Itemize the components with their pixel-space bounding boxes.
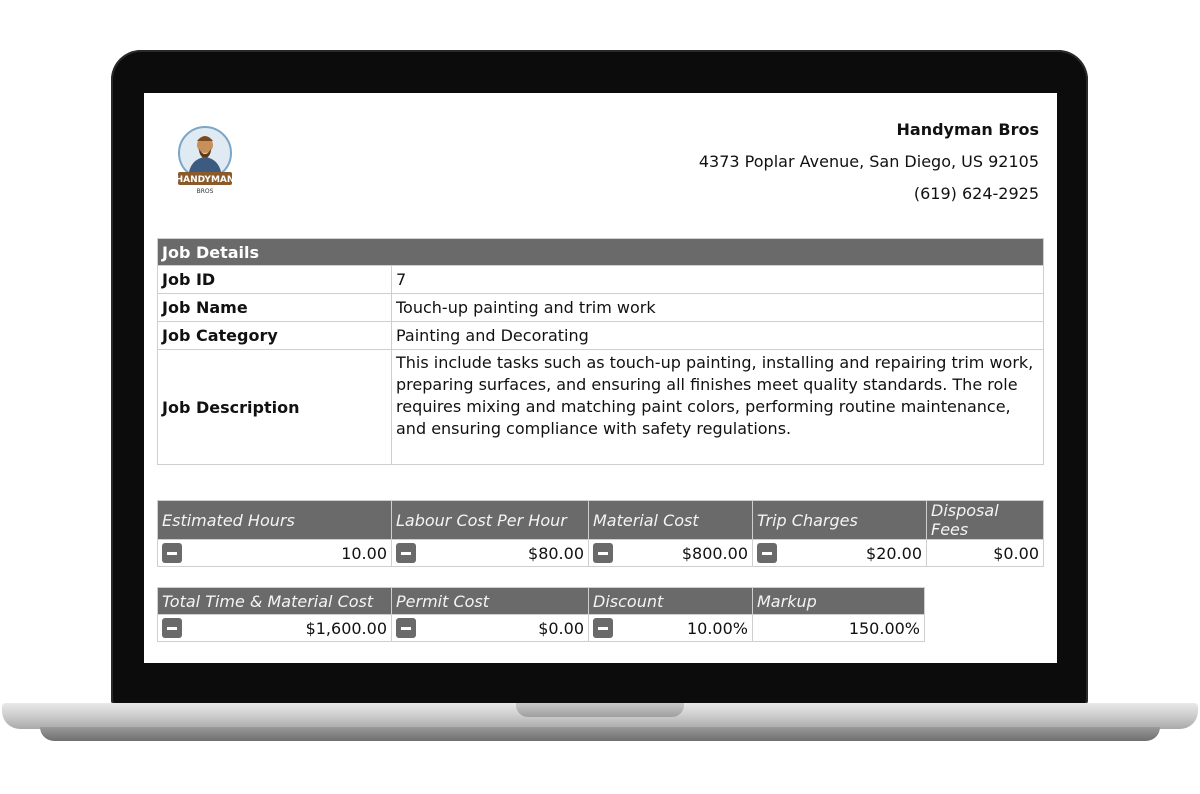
disposal-fees-header: Disposal Fees [927, 501, 1044, 540]
job-description-value: This include tasks such as touch-up painting, installing and repairing trim work, preparing surfaces, and ensuring all finishes meet quality standards. The role requires mixing and matching paint colors, performing routine maintenance, and ensuring compliance with safety regulations. [392, 350, 1044, 465]
job-details-table [157, 238, 1044, 465]
company-address: 4373 Poplar Avenue, San Diego, US 92105 [698, 152, 1039, 171]
table-row [158, 350, 1044, 465]
total-cost-value: $1,600.00 [305, 618, 387, 638]
discount-cell [589, 615, 753, 642]
discount-value: 10.00% [686, 618, 748, 638]
trip-charges-header: Trip Charges [753, 501, 927, 540]
permit-cost-value: $0.00 [538, 618, 584, 638]
job-category-value: Painting and Decorating [392, 322, 1044, 350]
company-phone: (619) 624-2925 [913, 184, 1039, 203]
screen [144, 93, 1057, 663]
table-row [158, 266, 1044, 294]
permit-cost-header: Permit Cost [392, 588, 589, 615]
labour-cost-value: $80.00 [528, 543, 584, 563]
disposal-fees-value: $0.00 [927, 540, 1044, 567]
markup-header: Markup [753, 588, 925, 615]
estimated-hours-value: 10.00 [341, 543, 387, 563]
minus-icon[interactable] [162, 618, 182, 638]
job-name-label: Job Name [158, 294, 392, 322]
cost-table-2 [157, 587, 925, 642]
table-row [158, 294, 1044, 322]
minus-icon[interactable] [396, 543, 416, 563]
material-cost-value: $800.00 [681, 543, 748, 563]
table-row [158, 322, 1044, 350]
markup-value: 150.00% [753, 615, 925, 642]
material-cost-cell [589, 540, 753, 567]
estimated-hours-header: Estimated Hours [158, 501, 392, 540]
logo-text: HANDYMAN [175, 175, 235, 185]
total-cost-header: Total Time & Material Cost [158, 588, 392, 615]
job-details-title: Job Details [158, 239, 1044, 266]
laptop-notch [516, 703, 684, 717]
total-cost-cell [158, 615, 392, 642]
material-cost-header: Material Cost [589, 501, 753, 540]
minus-icon[interactable] [593, 618, 613, 638]
minus-icon[interactable] [593, 543, 613, 563]
job-id-label: Job ID [158, 266, 392, 294]
labour-cost-header: Labour Cost Per Hour [392, 501, 589, 540]
minus-icon[interactable] [396, 618, 416, 638]
logo-subtext: BROS [196, 188, 214, 195]
minus-icon[interactable] [162, 543, 182, 563]
cost-table-1 [157, 500, 1044, 567]
trip-charges-value: $20.00 [866, 543, 922, 563]
laptop-base-lip [40, 727, 1160, 741]
job-category-label: Job Category [158, 322, 392, 350]
labour-cost-cell [392, 540, 589, 567]
company-logo [166, 123, 244, 199]
job-id-value: 7 [392, 266, 1044, 294]
permit-cost-cell [392, 615, 589, 642]
minus-icon[interactable] [757, 543, 777, 563]
estimated-hours-cell [158, 540, 392, 567]
trip-charges-cell [753, 540, 927, 567]
job-description-label: Job Description [158, 350, 392, 465]
job-name-value: Touch-up painting and trim work [392, 294, 1044, 322]
company-info [699, 120, 1039, 204]
company-name: Handyman Bros [896, 120, 1039, 139]
discount-header: Discount [589, 588, 753, 615]
